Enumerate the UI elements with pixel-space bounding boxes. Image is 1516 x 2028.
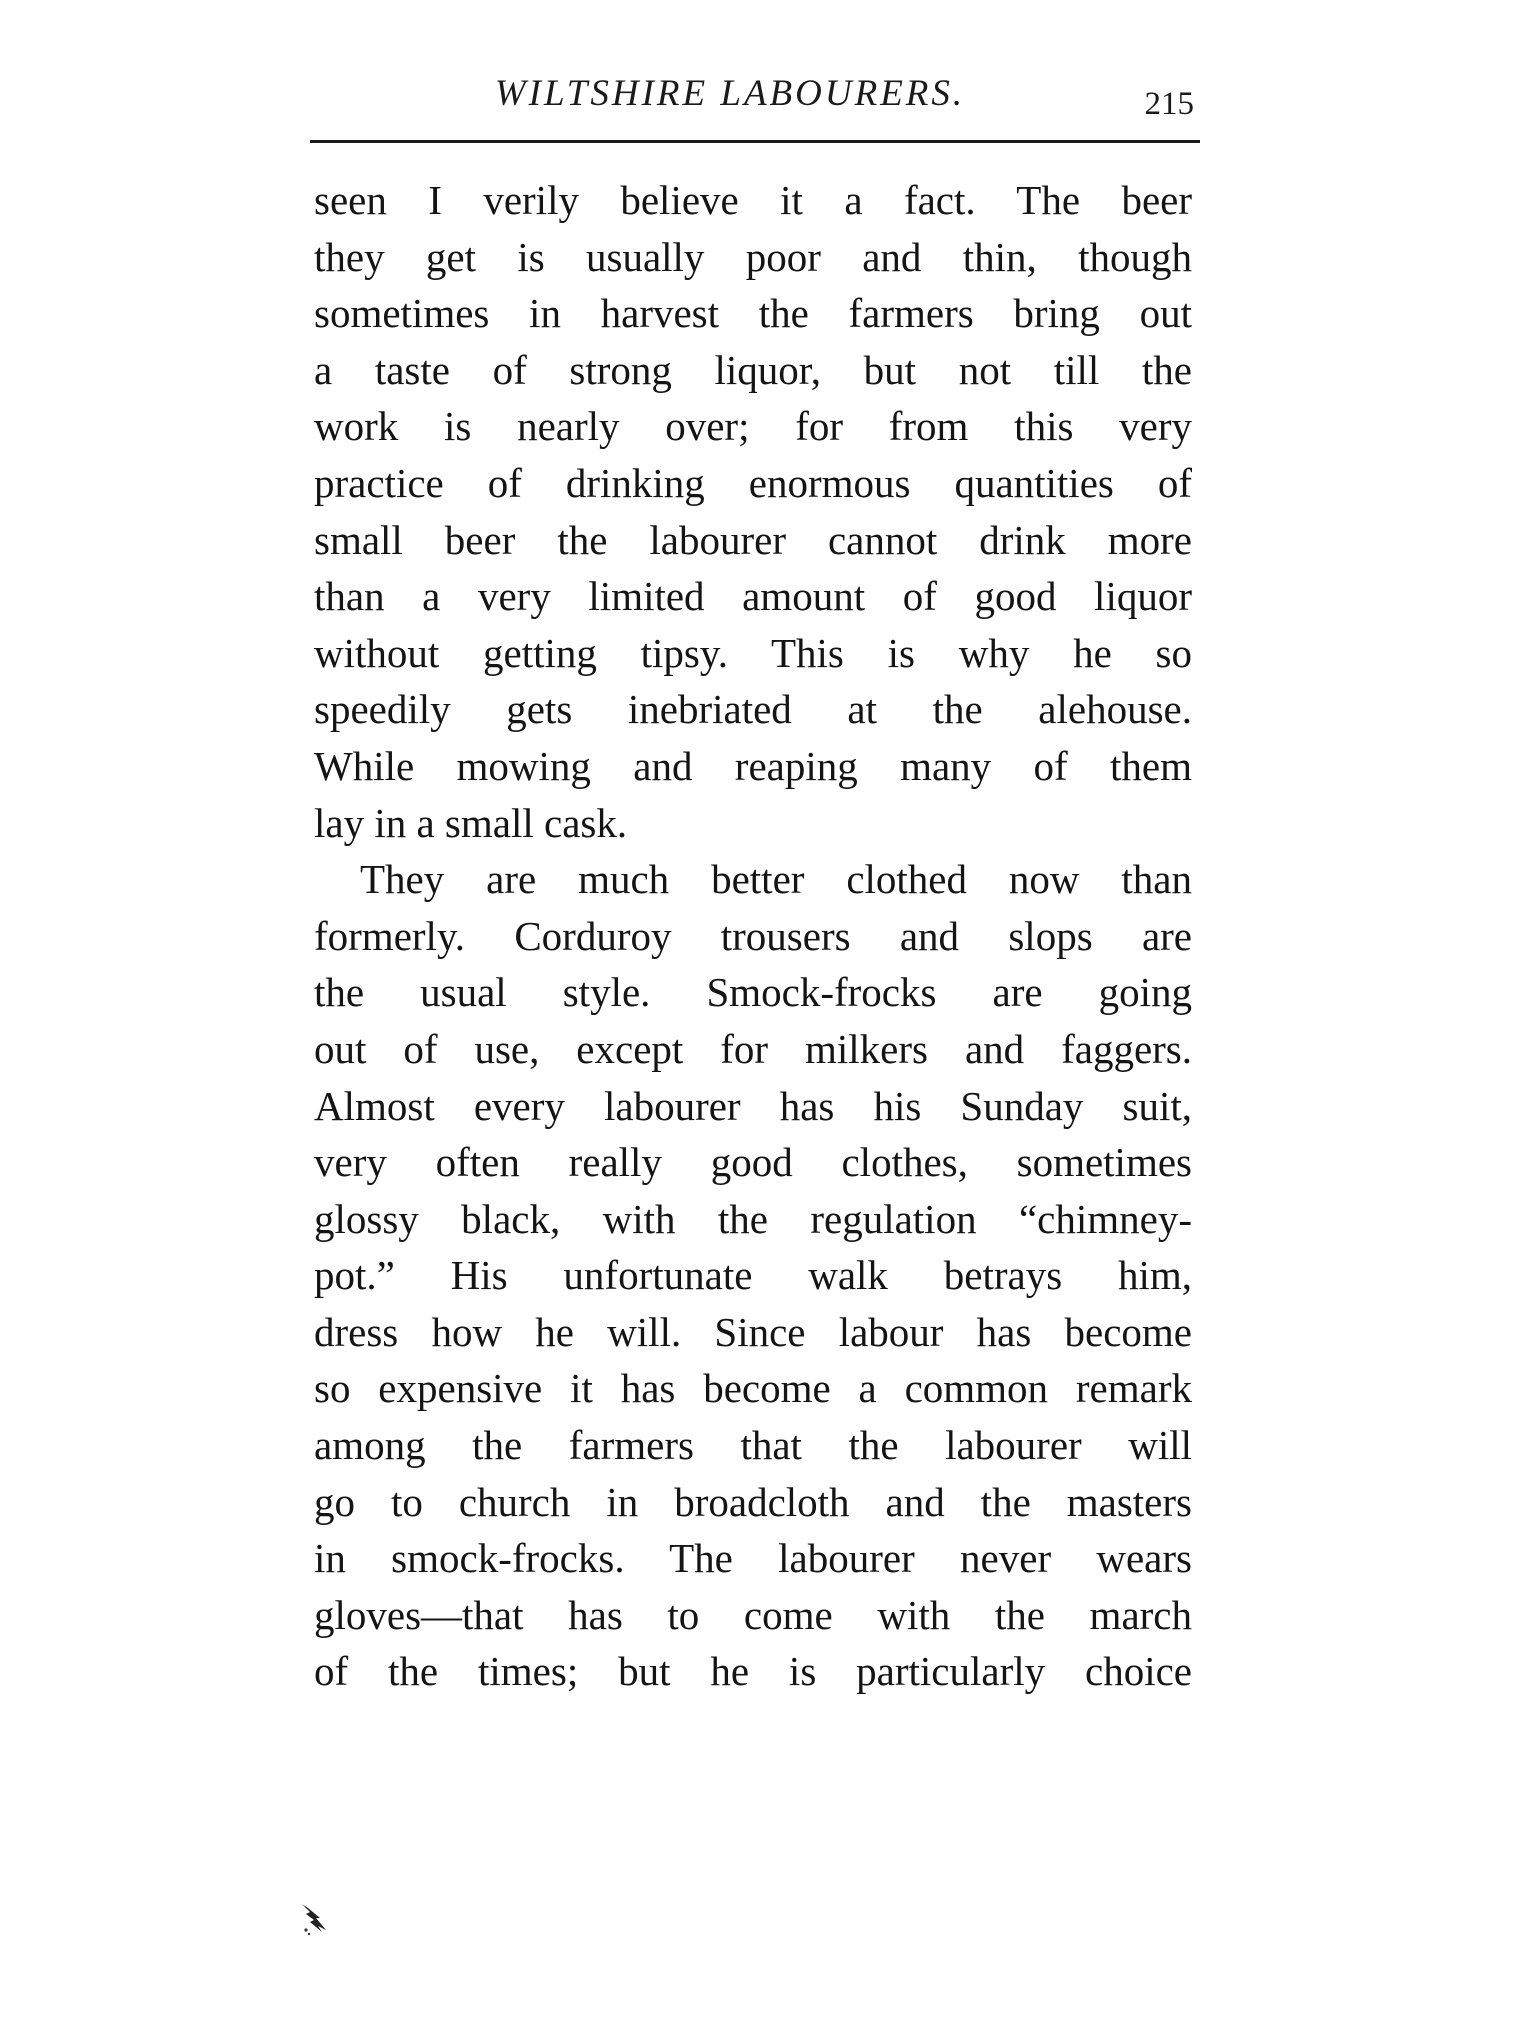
body-text xyxy=(314,172,1192,1700)
text-line: than a very limited amount of good liquor xyxy=(314,573,1192,620)
text-line: formerly. Corduroy trousers and slops are xyxy=(314,912,1192,959)
text-line: in smock-frocks. The labourer never wears xyxy=(314,1535,1192,1582)
text-line: they get is usually poor and thin, though xyxy=(314,233,1192,280)
text-line: gloves—that has to come with the march xyxy=(314,1591,1192,1638)
paragraph-2 xyxy=(314,851,1192,1700)
text-line: While mowing and reaping many of them xyxy=(314,742,1192,789)
text-line: small beer the labourer cannot drink more xyxy=(314,516,1192,563)
text-line: sometimes in harvest the farmers bring out xyxy=(314,290,1192,337)
text-line: pot.” His unfortunate walk betrays him, xyxy=(314,1252,1192,1299)
page-number: 215 xyxy=(1144,86,1194,122)
text-line: seen I verily believe it a fact. The beer xyxy=(314,177,1192,223)
text-line: the usual style. Smock-frocks are going xyxy=(314,969,1192,1016)
text-line: among the farmers that the labourer will xyxy=(314,1422,1192,1469)
text-line: dress how he will. Since labour has become xyxy=(314,1308,1192,1355)
text-line: They are much better clothed now than xyxy=(360,856,1192,903)
text-line: of the times; but he is particularly choice xyxy=(314,1648,1192,1695)
running-title: WILTSHIRE LABOURERS. xyxy=(494,73,966,114)
text-line: go to church in broadcloth and the masters xyxy=(314,1478,1192,1525)
running-head xyxy=(310,62,1200,142)
text-line: glossy black, with the regulation “chimney- xyxy=(314,1195,1192,1242)
text-line: very often really good clothes, sometimes xyxy=(314,1139,1192,1186)
paragraph-1 xyxy=(314,172,1192,851)
ink-smudge-mark xyxy=(296,1900,336,1940)
text-line: speedily gets inebriated at the alehouse. xyxy=(314,686,1192,733)
text-line: Almost every labourer has his Sunday suit, xyxy=(314,1082,1192,1129)
text-line: a taste of strong liquor, but not till the xyxy=(314,346,1192,393)
text-line: practice of drinking enormous quantities of xyxy=(314,459,1192,506)
text-line: work is nearly over; for from this very xyxy=(314,403,1192,450)
header-rule xyxy=(310,140,1200,143)
text-line: without getting tipsy. This is why he so xyxy=(314,629,1192,676)
text-line: out of use, except for milkers and faggers. xyxy=(314,1025,1192,1072)
text-line: so expensive it has become a common remark xyxy=(314,1365,1192,1412)
text-line: lay in a small cask. xyxy=(314,799,628,846)
